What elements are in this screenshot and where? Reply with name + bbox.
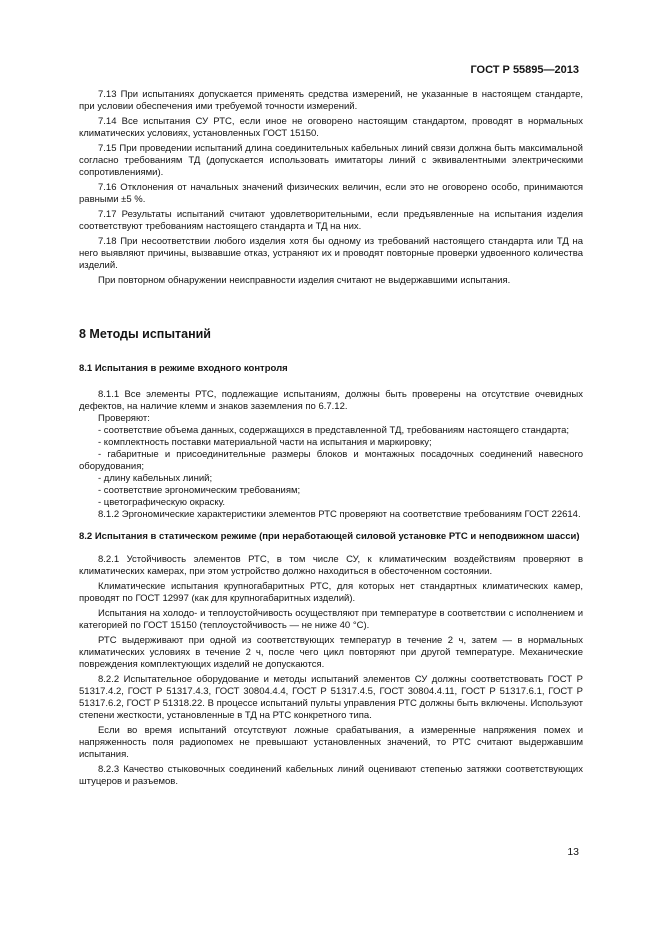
- page-number: 13: [567, 846, 579, 858]
- clause-7-17: 7.17 Результаты испытаний считают удовлетворительными, если предъявленные на испытания изделия соответствуют требованиям настоящего стандарта и ТД на них.: [79, 209, 583, 232]
- clause-7-13: 7.13 При испытаниях допускается применять средства измерений, не указанные в настоящем стандарте, при условии обеспечения ими требуемой точности измерений.: [79, 89, 583, 112]
- clause-7-18-note: При повторном обнаружении неисправности изделия считают не выдержавшими испытания.: [98, 275, 511, 286]
- clause-7-14: 7.14 Все испытания СУ РТС, если иное не оговорено настоящим стандартом, проводят в нормальных климатических условиях, установленных ГОСТ 15150.: [79, 116, 583, 139]
- paragraph: Если во время испытаний отсутствуют ложные срабатывания, а измеренные напряжения помех и напряженность поля радиопомех не превышают установленных значений, то РТС считают выдержавшим испытания.: [79, 725, 583, 760]
- subsection-8-2-body: [79, 554, 583, 788]
- clause-7-16: 7.16 Отклонения от начальных значений физических величин, если это не оговорено особо, принимаются равными ±5 %.: [79, 182, 583, 205]
- subsection-8-1-heading: 8.1 Испытания в режиме входного контроля: [79, 363, 288, 374]
- paragraph: Климатические испытания крупногабаритных РТС, для которых нет стандартных климатических камер, проводят по ГОСТ 12997 (как для крупногабаритных изделий).: [79, 581, 583, 604]
- page-body: [79, 89, 583, 791]
- clause-8-1-2: 8.1.2 Эргономические характеристики элементов РТС проверяют на соответствие требованиям ГОСТ 22614.: [98, 509, 581, 520]
- paragraph: Испытания на холодо- и теплоустойчивость осуществляют при температуре в соответствии с исполнением и категорией по ГОСТ 15150 (теплоустойчивость — не ниже 40 °С).: [79, 608, 583, 631]
- clause-7-18: 7.18 При несоответствии любого изделия хотя бы одному из требований настоящего стандарта или ТД на него выявляют причины, вызвавшие отказ, устраняют их и проводят повторные проверки удвоенного количества изделий.: [79, 236, 583, 271]
- clause-8-2-1: 8.2.1 Устойчивость элементов РТС, в том числе СУ, к климатическим воздействиям проверяют в климатических камерах, при этом устройство должно находиться в обесточенном состоянии.: [79, 554, 583, 577]
- clause-8-1-1: 8.1.1 Все элементы РТС, подлежащие испытаниям, должны быть проверены на отсутствие очевидных дефектов, на наличие клемм и знаков заземления по 6.7.12.: [79, 389, 583, 412]
- clause-8-2-2: 8.2.2 Испытательное оборудование и методы испытаний элементов СУ должны соответствовать ГОСТ Р 51317.4.2, ГОСТ Р 51317.4.3, ГОСТ 30804.4.4, ГОСТ Р 51317.4.5, ГОСТ 30804.4.11, ГОСТ Р 51317.6.1, ГОСТ Р 51317.6.2, ГОСТ Р 51318.22. В процессе испытаний пульты управления РТС должны быть включены. Используют степени жесткости, установленные в ТД на РТС конкретного типа.: [79, 674, 583, 721]
- list-item: - комплектность поставки материальной части на испытания и маркировку;: [98, 437, 432, 448]
- list-item: - цветографическую окраску.: [98, 497, 226, 508]
- list-item: - соответствие эргономическим требованиям;: [98, 485, 301, 496]
- subsection-8-2-heading: 8.2 Испытания в статическом режиме (при неработающей силовой установке РТС и неподвижном шасси): [79, 531, 580, 542]
- list-item: - соответствие объема данных, содержащихся в представленной ТД, требованиям настоящего стандарта;: [98, 425, 570, 436]
- document-standard-header: ГОСТ Р 55895—2013: [470, 64, 579, 76]
- clause-8-2-3: 8.2.3 Качество стыковочных соединений кабельных линий оценивают степенью затяжки соответствующих штуцеров и разъемов.: [79, 764, 583, 787]
- check-intro: Проверяют:: [98, 413, 150, 424]
- paragraph: РТС выдерживают при одной из соответствующих температур в течение 2 ч, затем — в нормальных климатических условиях в течение 2 ч, после чего цикл повторяют при другой температуре. Механические повреждения комплектующих изделий не допускаются.: [79, 635, 583, 670]
- section-8-heading: 8 Методы испытаний: [79, 327, 211, 341]
- subsection-8-1-body: [79, 389, 583, 521]
- clause-7-15: 7.15 При проведении испытаний длина соединительных кабельных линий связи должна быть максимальной согласно требованиям ТД (допускается использовать имитаторы линий с эквивалентными электрическими сопротивлениями).: [79, 143, 583, 178]
- list-item: - габаритные и присоединительные размеры блоков и монтажных посадочных соединений навесного оборудования;: [79, 449, 583, 472]
- list-item: - длину кабельных линий;: [98, 473, 213, 484]
